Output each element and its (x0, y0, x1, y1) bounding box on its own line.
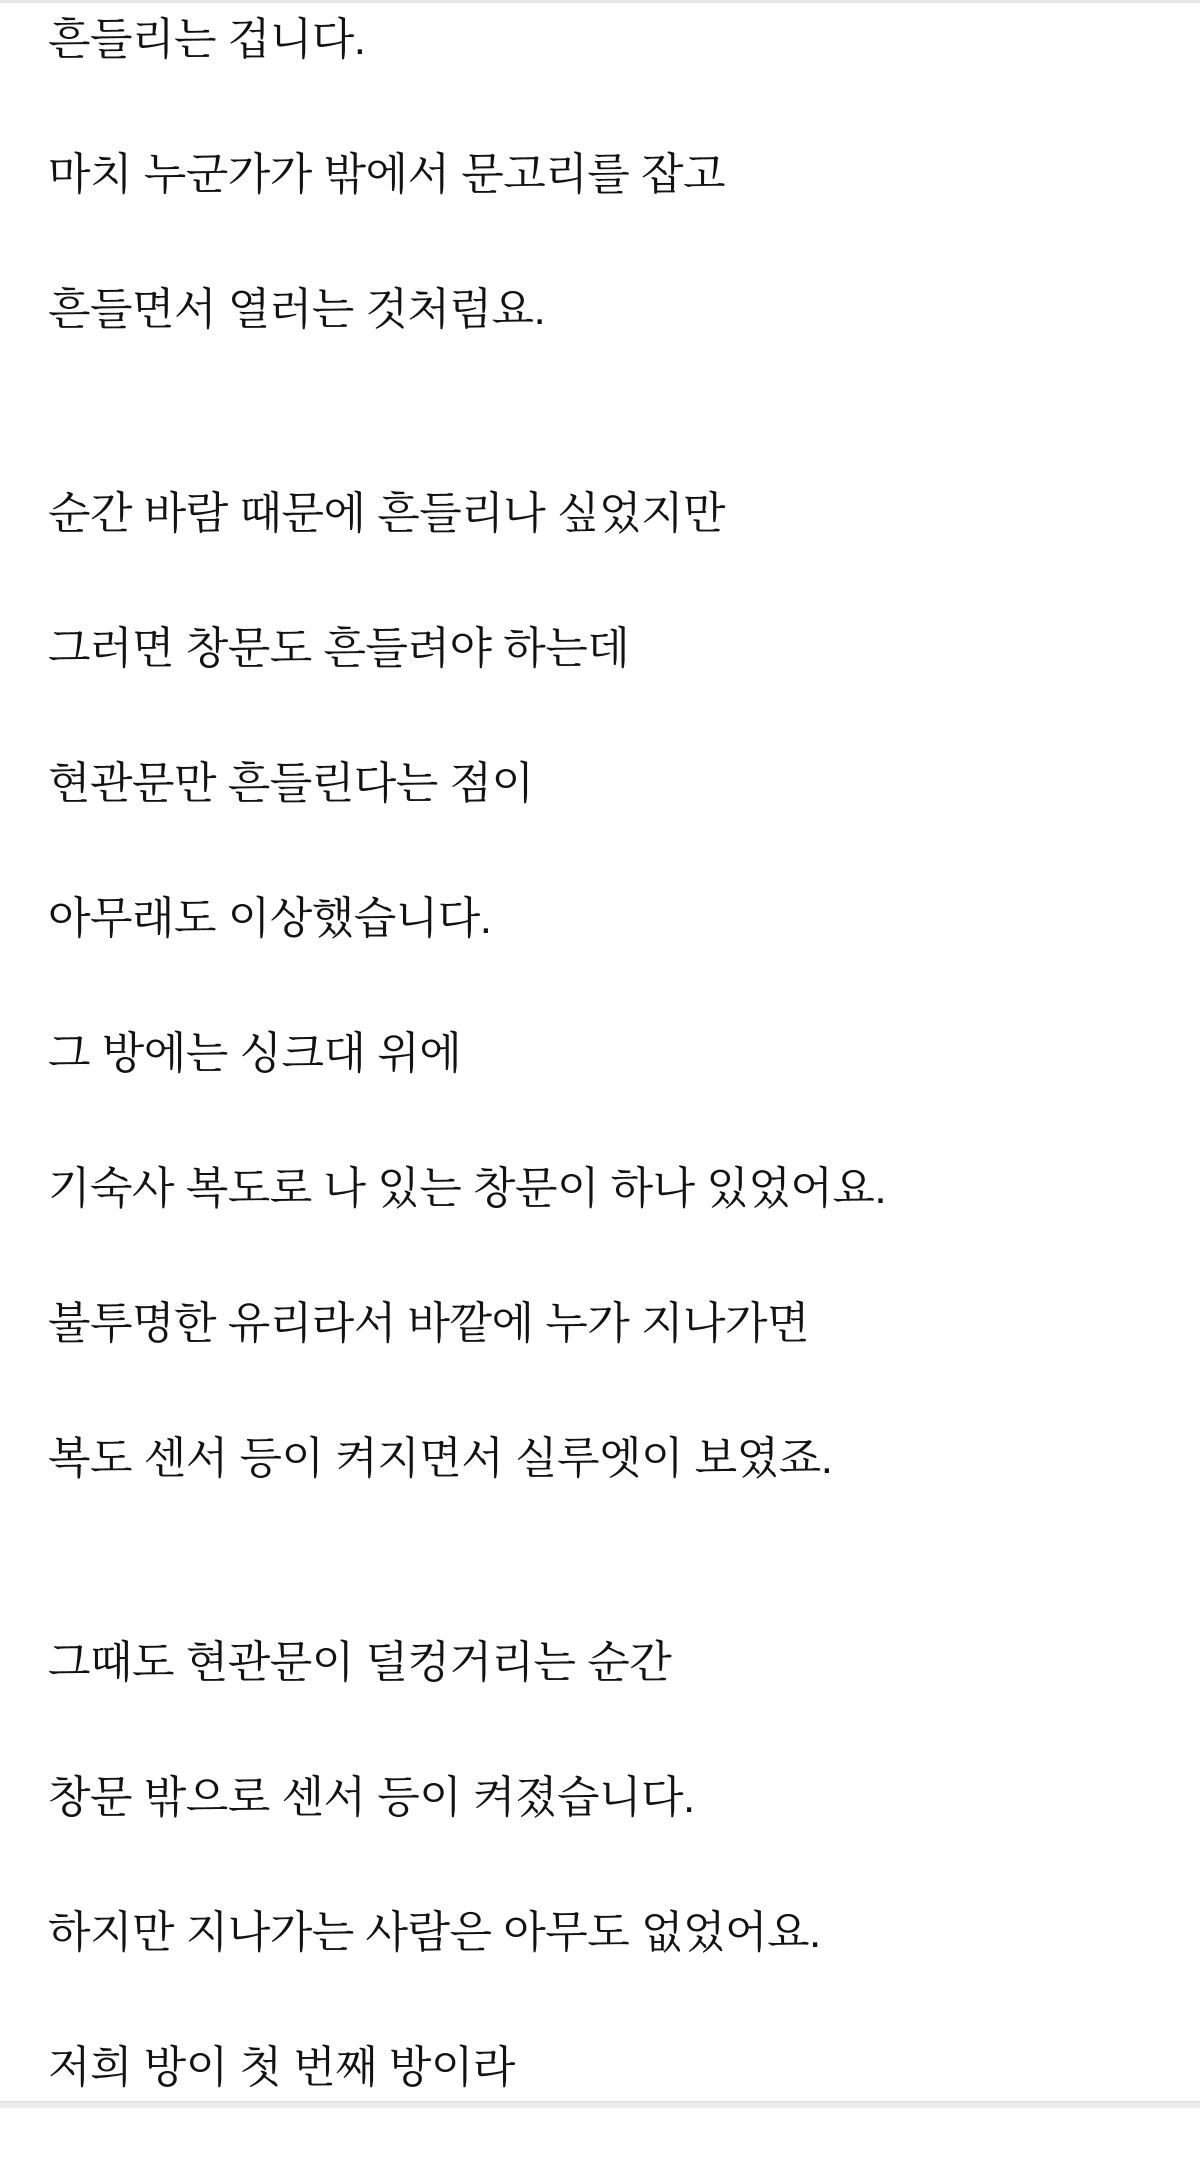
text-content (48, 12, 1170, 2175)
text-line (48, 1635, 1170, 1770)
text-line-content: 그러면 창문도 흔들려야 하는데 (48, 624, 630, 673)
text-line-content: 하지만 지나가는 사람은 아무도 없었어요. (48, 1908, 821, 1957)
text-line (48, 891, 1170, 1026)
text-line-content: 복도 센서 등이 켜지면서 실루엣이 보였죠. (48, 1434, 833, 1483)
text-line (48, 486, 1170, 621)
text-line (48, 1905, 1170, 2040)
text-line (48, 1770, 1170, 1905)
text-line-content: 현관문만 흔들린다는 점이 (48, 759, 534, 808)
text-line (48, 12, 1170, 147)
text-line-content: 창문 밖으로 센서 등이 켜졌습니다. (48, 1773, 695, 1822)
text-line-content: 흔들면서 열러는 것처럼요. (48, 285, 546, 334)
text-line-content: 흔들리는 겁니다. (48, 15, 366, 64)
top-edge-strip (0, 0, 1200, 3)
text-line-content: 마치 누군가가 밖에서 문고리를 잡고 (48, 150, 725, 199)
text-line (48, 1431, 1170, 1566)
text-line (48, 1026, 1170, 1161)
text-line (48, 1161, 1170, 1296)
text-line (48, 147, 1170, 282)
text-line-content: 기숙사 복도로 나 있는 창문이 하나 있었어요. (48, 1164, 887, 1213)
bottom-edge-strip (0, 2101, 1200, 2108)
text-line-content: 순간 바람 때문에 흔들리나 싶었지만 (48, 489, 725, 538)
text-line-content: 그때도 현관문이 덜컹거리는 순간 (48, 1638, 672, 1687)
text-line-content: 저희 방이 첫 번째 방이라 (48, 2043, 515, 2092)
text-line (48, 282, 1170, 417)
text-line-content: 아무래도 이상했습니다. (48, 894, 492, 943)
text-line (48, 1296, 1170, 1431)
text-line-content: 불투명한 유리라서 바깥에 누가 지나가면 (48, 1299, 809, 1348)
text-line (48, 621, 1170, 756)
text-line-content: 그 방에는 싱크대 위에 (48, 1029, 462, 1078)
text-line (48, 756, 1170, 891)
